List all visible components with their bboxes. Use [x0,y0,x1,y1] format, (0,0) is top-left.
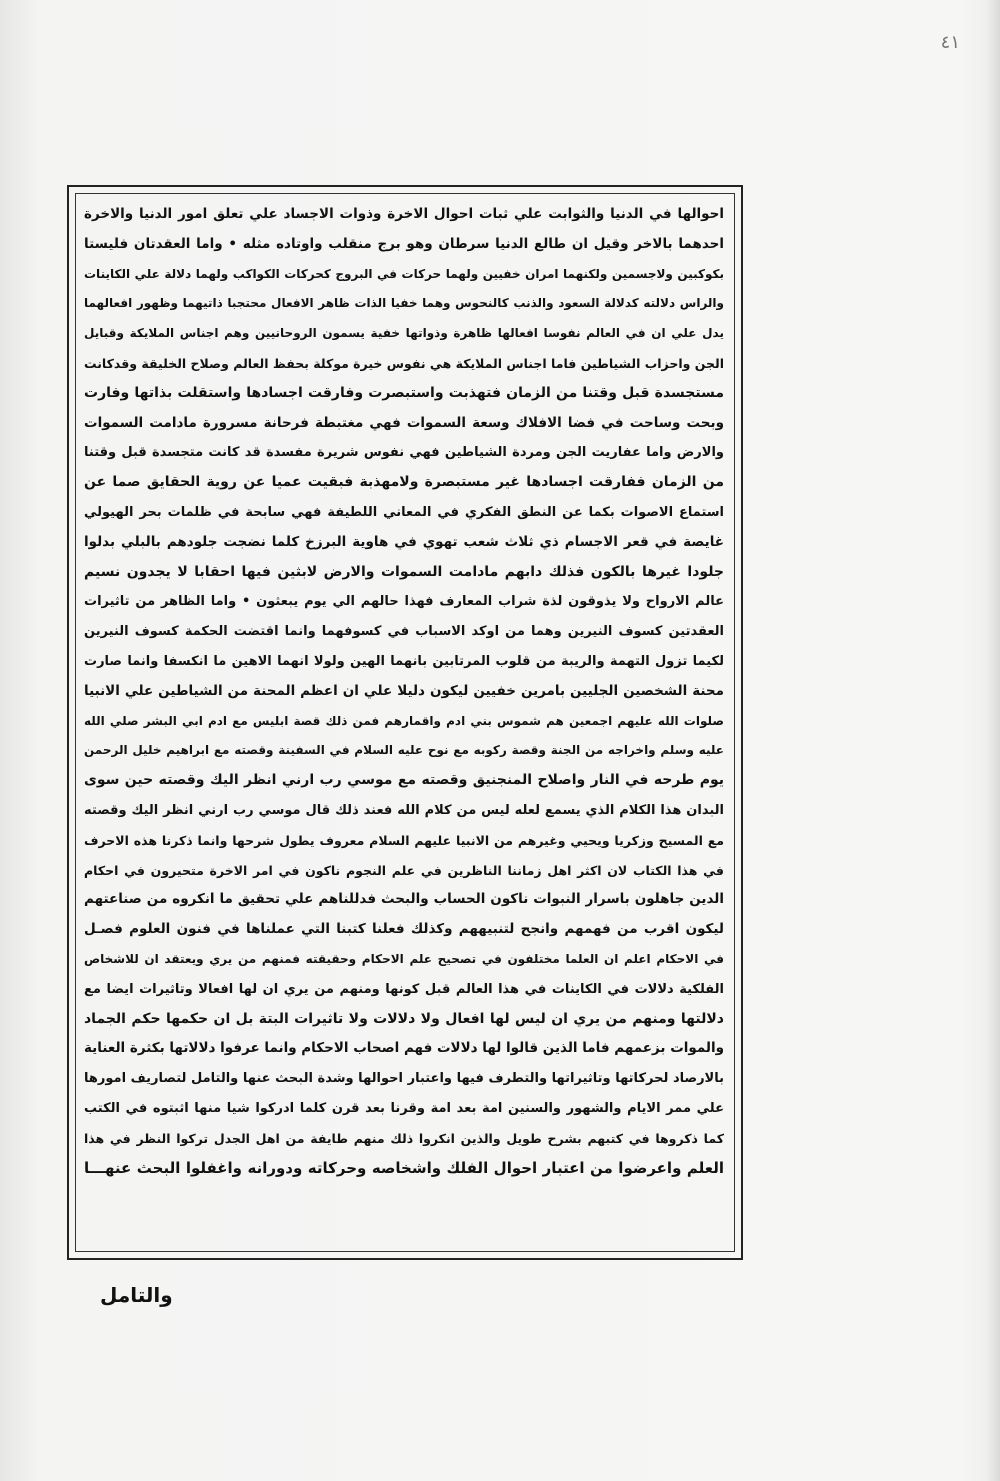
text-line: احدهما بالاخر وقيل ان طالع الدنيا سرطان وهو برج منقلب واوتاده مثله • واما العقدتان فليستا [84,235,724,252]
text-line: البدان هذا الكلام الذي يسمع لعله ليس من كلام الله فعند ذلك قال موسي رب ارني انظر اليك وقصته [84,802,724,818]
text-line: كما ذكروها في كتبهم بشرح طويل والذين انكروا ذلك منهم طايفة من اهل الجدل تركوا النظر في هذا [84,1130,724,1146]
text-line: مستجسدة قبل وقتنا من الزمان فتهذبت واستبصرت وفارقت اجسادها واستقلت بذاتها وفارت [84,384,724,401]
text-line: احوالها في الدنيا والثوابت علي ثبات احوال الاخرة وذوات الاجساد علي تعلق امور الدنيا والاخرة [84,206,724,222]
text-line: يدل علي ان في العالم نفوسا افعالها ظاهرة وذواتها خفية يسمون الروحانيين وهم اجناس الملايكة وقبايل [84,326,724,341]
folio-number: ٤١ [940,32,960,53]
text-line: علي ممر الايام والشهور والسنين امة بعد امة وقرنا بعد قرن كلما ادركوا شيا منها اثبتوه في الكتب [84,1100,724,1116]
text-line: العقدتين كسوف النيرين وهما من اوكد الاسباب في كسوفهما وانما اقتضت الحكمة كسوف النيرين [84,624,724,640]
text-line: الدين جاهلون باسرار النبوات ناكون الحساب والبحث فدللناهم علي تحقيق ما انكروه من صناعتهم [84,891,724,908]
text-frame-outer [67,185,743,1260]
text-line: ليكون اقرب من فهمهم وانجح لتنبيههم وكذلك فعلنا كتبنا التي عملناها في فنون العلوم فصـل [84,921,724,938]
text-line: محنة الشخصين الجليين بامرين خفيين ليكون دليلا علي ان اعظم المحنة من الشياطين علي الانبيا [84,682,724,699]
text-line: في هذا الكتاب لان اكثر اهل زماننا الناظرين في علم النجوم ناكون في امر الاخرة متحيرون في احكام [84,862,724,878]
page-edge-shadow [986,0,1000,1481]
text-line: صلوات الله عليهم اجمعين هم شموس بني ادم واقمارهم فمن ذلك قصة ابليس مع ادم ابي البشر صلي الله [84,713,724,728]
text-line: لكيما تزول التهمة والريبة من قلوب المرتابين بانهما الهين ولولا انهما الاهين ما انكسفا وانما صارت [84,653,724,669]
text-line: دلالتها ومنهم من يري ان ليس لها افعال ولا دلالات ولا تاثيرات البتة بل ان حكمها حكم الجماد [84,1010,724,1027]
text-line: وبحت وساحت في فضا الافلاك وسعة السموات فهي مغتبطة فرحانة مسرورة مادامت السموات [84,414,724,431]
text-frame-inner [75,193,735,1252]
text-line: الفلكية دلالات في الكاينات في هذا العالم قبل كونها ومنهم من يري ان لها افعالا وتاثيرات ايضا مع [84,981,724,997]
text-line: العلم واعرضوا من اعتبار احوال الفلك واشخاصه وحركاته ودورانه واغفلوا البحث عنهـــا [84,1158,724,1177]
catchword: والتامل [100,1283,173,1307]
text-line: والارض واما عفاريت الجن ومردة الشياطين فهي نفوس شريرة مفسدة قد كانت متجسدة قبل وقتنا [84,445,724,461]
text-line: بكوكبين ولاجسمين ولكنهما امران خفيين ولهما حركات في البروج كحركات الكواكب ولهما دلالة علي الكاينات [84,266,724,281]
text-line: بالارصاد لحركاتها وتاثيراتها والتطرف فيها واعتبار احوالها وشدة البحث عنها والتامل لتصاريف امورها [84,1071,724,1087]
text-line: عليه وسلم واخراجه من الجنة وقصة ركوبه مع نوح عليه السلام في السفينة وقصته مع ابراهيم خليل الرحمن [84,743,724,758]
text-line: عالم الارواح ولا يذوقون لذة شراب المعارف فهذا حالهم الي يوم يبعثون • واما الظاهر من تاثيرات [84,594,724,610]
text-line: من الزمان ففارقت اجسادها غير مستبصرة ولامهذبة فبقيت عميا عن روية الحقايق صما عن [84,474,724,491]
text-line: الجن واحزاب الشياطين فاما اجناس الملايكة هي نفوس خيرة موكلة بحفظ العالم وصلاح الخليقة وقدكانت [84,355,724,371]
text-line: يوم طرحه في النار واصلاح المنجنيق وقصته مع موسي رب ارني انظر اليك وقصته حين سوى [84,772,724,789]
main-text-block [84,200,724,1183]
text-line: والموات بزعمهم فاما الذين قالوا لها دلالات فهم اصحاب الاحكام وانما عرفوا دلالاتها بكثرة العناية [84,1040,724,1057]
text-line: جلودا غيرها بالكون فذلك دابهم مادامت السموات والارض لابثين فيها احقابا لا يجدون نسيم [84,563,724,580]
text-line: غايصة في قعر الاجسام ذي ثلاث شعب تهوي في هاوية البرزخ كلما نضجت جلودهم بالبلي بدلوا [84,533,724,550]
text-line: مع المسيح وزكريا ويحيي وغيرهم من الانبيا عليهم السلام معروف يطول شرحها وانما ذكرنا هذه الاحرف [84,832,724,848]
text-line: والراس دلالته كدلالة السعود والذنب كالنحوس وهما خفيا الذات ظاهر الافعال محتجبا ذاتيهما وظهور افعالهما [84,296,724,311]
text-line: استماع الاصوات بكما عن النطق الفكري في المعاني اللطيفة فهي سابحة في ظلمات بحر الهيولي [84,504,724,520]
text-line: في الاحكام اعلم ان العلما مختلفون في تصحيح علم الاحكام وحقيقته فمنهم من يري ويعتقد ان للاشخاص [84,951,724,966]
